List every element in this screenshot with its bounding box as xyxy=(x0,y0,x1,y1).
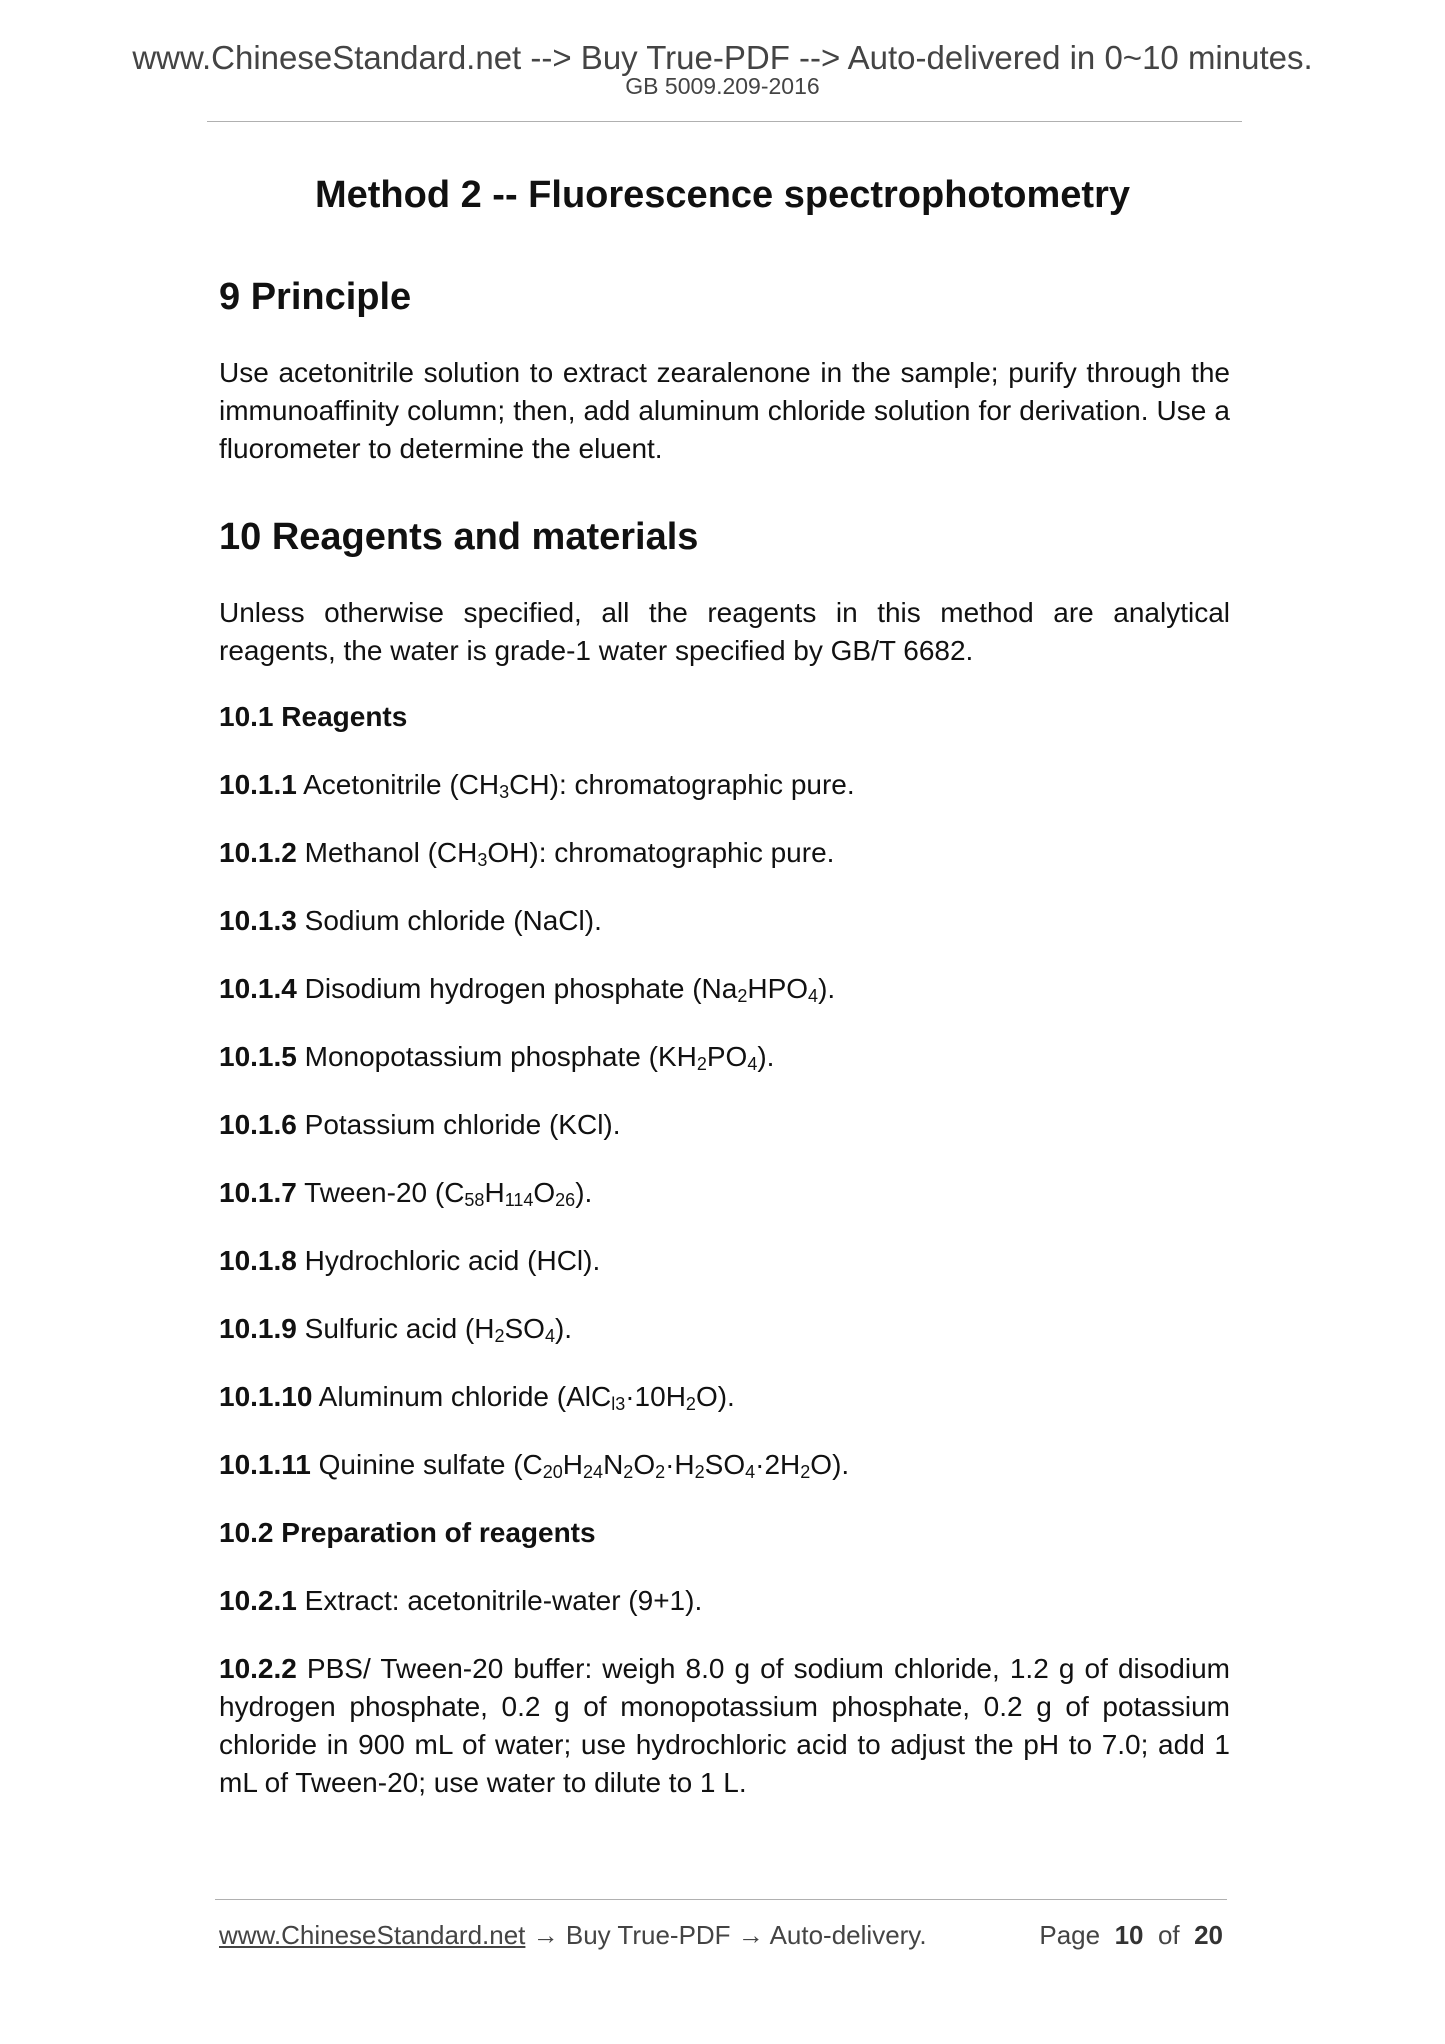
subscript: 26 xyxy=(555,1190,576,1210)
reagent-item xyxy=(219,1106,1230,1144)
prep-number: 10.2.1 xyxy=(219,1585,297,1616)
document-code: GB 5009.209-2016 xyxy=(625,73,820,99)
reagent-text: Acetonitrile (CH xyxy=(296,769,500,800)
reagent-number: 10.1.11 xyxy=(219,1449,311,1480)
page-label: Page xyxy=(1039,1920,1101,1950)
total-pages: 20 xyxy=(1194,1920,1223,1950)
reagent-text: ·H xyxy=(665,1449,695,1480)
subscript: 2 xyxy=(696,1054,707,1074)
reagent-text: HPO xyxy=(747,973,809,1004)
prep-text: PBS/ Tween-20 buffer: weigh 8.0 g of sodium chloride, 1.2 g of disodium hydrogen phosphate, 0.2 g of monopotassium phosphate, 0.2 g of potassium chloride in 900 mL of water; use hydrochloric acid to adjust the pH to 7.0; add 1 mL of Tween-20; use water to dilute to 1 L. xyxy=(219,1653,1230,1798)
footer-site-link[interactable]: www.ChineseStandard.net xyxy=(219,1920,526,1950)
header-divider xyxy=(207,121,1242,122)
reagent-item xyxy=(219,1038,1230,1076)
reagent-item xyxy=(219,1242,1230,1280)
reagent-text: O). xyxy=(810,1449,850,1480)
reagent-item xyxy=(219,1174,1230,1212)
reagent-text: OH): chromatographic pure. xyxy=(487,837,835,868)
page-content xyxy=(219,270,1230,1802)
reagent-text: SO xyxy=(504,1313,545,1344)
reagent-text: CH): chromatographic pure. xyxy=(509,769,855,800)
subscript: 4 xyxy=(745,1462,756,1482)
reagent-number: 10.1.10 xyxy=(219,1381,313,1412)
page-number: 10 xyxy=(1114,1920,1144,1950)
subscript: 114 xyxy=(504,1190,534,1210)
subscript: 2 xyxy=(685,1394,696,1414)
reagent-text: Disodium hydrogen phosphate (Na xyxy=(296,973,738,1004)
reagent-number: 10.1.8 xyxy=(219,1245,297,1276)
reagent-text: O). xyxy=(695,1381,735,1412)
reagent-number: 10.1.9 xyxy=(219,1313,297,1344)
reagent-list xyxy=(219,766,1230,1416)
reagent-item xyxy=(219,1310,1230,1348)
reagent-text: ·2H xyxy=(755,1449,801,1480)
subscript: l3 xyxy=(611,1394,626,1414)
section-9-text: Use acetonitrile solution to extract zearalenone in the sample; purify through the immunoaffinity column; then, add aluminum chloride solution for derivation. Use a fluorometer to determine the eluent. xyxy=(219,357,1230,464)
reagent-item xyxy=(219,1378,1230,1416)
reagent-text: ). xyxy=(818,973,836,1004)
reagent-text: O xyxy=(633,1449,656,1480)
of-label: of xyxy=(1157,1920,1180,1950)
reagent-text: Methanol (CH xyxy=(296,837,478,868)
reagent-text: Monopotassium phosphate (KH xyxy=(296,1041,697,1072)
subscript: 3 xyxy=(477,850,488,870)
subscript: 2 xyxy=(655,1462,666,1482)
reagent-text: Potassium chloride (KCl). xyxy=(296,1109,621,1140)
prep-item xyxy=(219,1582,1230,1620)
reagent-text: H xyxy=(562,1449,584,1480)
footer-tagline: → Buy True-PDF → Auto-delivery. xyxy=(525,1920,927,1950)
reagent-number: 10.1.5 xyxy=(219,1041,297,1072)
reagent-number: 10.1.6 xyxy=(219,1109,297,1140)
reagent-text: O xyxy=(533,1177,556,1208)
reagent-text: ·10H xyxy=(625,1381,686,1412)
subscript: 20 xyxy=(542,1462,563,1482)
subscript: 2 xyxy=(494,1326,505,1346)
subscript: 2 xyxy=(623,1462,634,1482)
reagent-number: 10.1.7 xyxy=(219,1177,297,1208)
reagent-text: N xyxy=(603,1449,624,1480)
preparation-heading: 10.2 Preparation of reagents xyxy=(219,1517,596,1548)
subscript: 58 xyxy=(464,1190,485,1210)
reagent-text: PO xyxy=(706,1041,748,1072)
footer-left xyxy=(219,1918,927,1952)
reagent-text: Hydrochloric acid (HCl). xyxy=(296,1245,601,1276)
subscript: 2 xyxy=(737,986,748,1006)
prep-text: Extract: acetonitrile-water (9+1). xyxy=(296,1585,703,1616)
subscript: 2 xyxy=(800,1462,811,1482)
subscript: 4 xyxy=(747,1054,758,1074)
section-9-heading: 9 Principle xyxy=(219,276,412,318)
reagent-number: 10.1.3 xyxy=(219,905,297,936)
footer-divider xyxy=(215,1899,1227,1900)
reagent-text: Tween-20 (C xyxy=(296,1177,465,1208)
reagent-item xyxy=(219,834,1230,872)
reagent-text: Quinine sulfate (C xyxy=(310,1449,543,1480)
reagent-text: Aluminum chloride (AlC xyxy=(312,1381,612,1412)
reagent-text: ). xyxy=(554,1313,573,1344)
prep-number: 10.2.2 xyxy=(219,1653,297,1684)
reagent-item xyxy=(219,970,1230,1008)
reagent-text: H xyxy=(484,1177,505,1208)
reagents-heading: 10.1 Reagents xyxy=(219,701,408,732)
page-indicator xyxy=(1039,1918,1223,1952)
section-10-heading: 10 Reagents and materials xyxy=(219,516,699,558)
subscript: 24 xyxy=(583,1462,604,1482)
subscript: 4 xyxy=(544,1326,555,1346)
reagent-text: Sodium chloride (NaCl). xyxy=(296,905,602,936)
site-banner: www.ChineseStandard.net --> Buy True-PDF --> Auto-delivered in 0~10 minutes. xyxy=(132,39,1313,76)
subscript: 3 xyxy=(499,782,510,802)
reagent-text: ). xyxy=(575,1177,593,1208)
section-10-intro: Unless otherwise specified, all the reagents in this method are analytical reagents, the water is grade-1 water specified by GB/T 6682. xyxy=(219,597,1230,666)
reagent-text: Sulfuric acid (H xyxy=(296,1313,495,1344)
reagent-number: 10.1.4 xyxy=(219,973,297,1004)
reagent-text: SO xyxy=(704,1449,746,1480)
subscript: 2 xyxy=(694,1462,705,1482)
reagent-text: ). xyxy=(757,1041,775,1072)
subscript: 4 xyxy=(808,986,819,1006)
reagent-item xyxy=(219,902,1230,940)
method-title: Method 2 -- Fluorescence spectrophotometry xyxy=(314,174,1130,216)
reagent-number: 10.1.2 xyxy=(219,837,297,868)
prep-item xyxy=(219,1650,1230,1802)
reagent-item xyxy=(219,766,1230,804)
reagent-item xyxy=(219,1446,1230,1484)
reagent-number: 10.1.1 xyxy=(219,769,297,800)
